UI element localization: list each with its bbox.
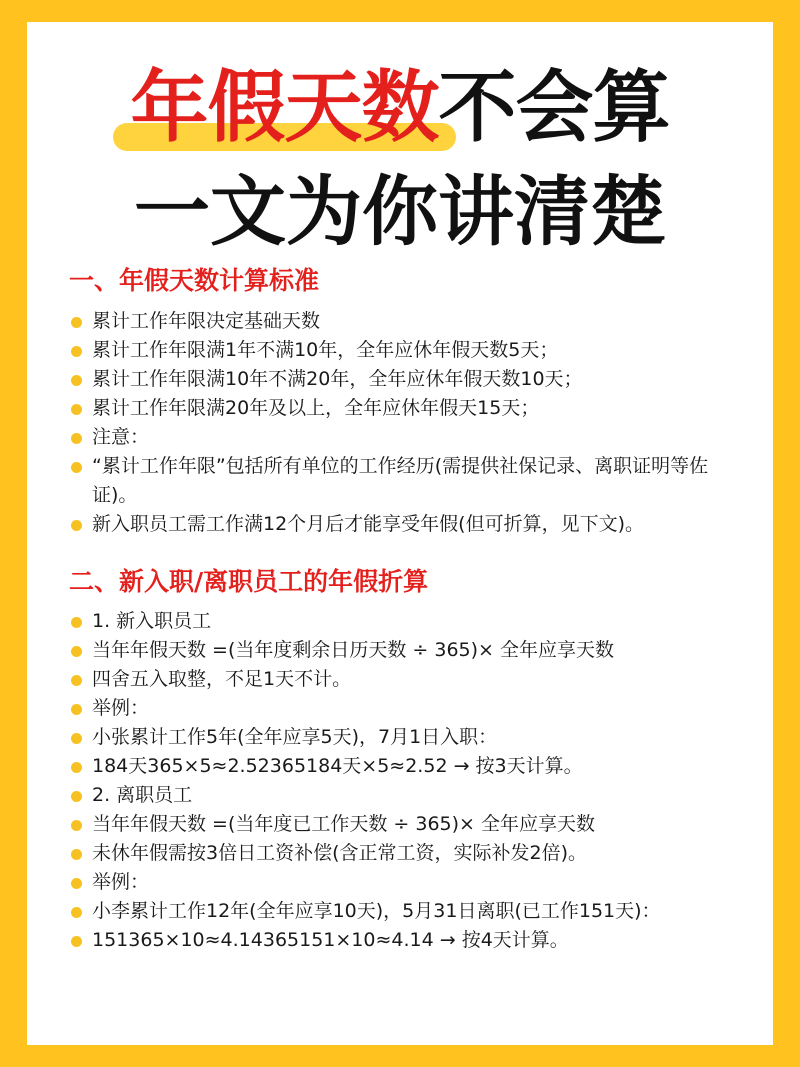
bullet-dot-icon xyxy=(71,433,82,444)
list-item xyxy=(69,510,749,539)
bullet-dot-icon xyxy=(71,936,82,947)
bullet-dot-icon xyxy=(71,878,82,889)
bullet-dot-icon xyxy=(71,520,82,531)
title-line-2: 一文为你讲清楚 xyxy=(134,167,666,256)
list-item-text: 151365×10≈4.14365151×10≈4.14 → 按4天计算。 xyxy=(92,929,569,951)
list-item xyxy=(69,665,749,694)
list-item-text: 四舍五入取整，不足1天不计。 xyxy=(92,668,352,690)
bullet-dot-icon xyxy=(71,646,82,657)
bullet-dot-icon xyxy=(71,317,82,328)
list-item xyxy=(69,694,749,723)
list-item xyxy=(69,365,749,394)
list-item xyxy=(69,926,749,955)
list-item-text: 累计工作年限满1年不满10年，全年应休年假天数5天； xyxy=(92,339,559,361)
bullet-dot-icon xyxy=(71,733,82,744)
list-item xyxy=(69,394,749,423)
list-item xyxy=(69,810,749,839)
list-item xyxy=(69,607,749,636)
list-item xyxy=(69,752,749,781)
list-item-text: 累计工作年限满20年及以上，全年应休年假天15天； xyxy=(92,397,540,419)
bullet-dot-icon xyxy=(71,375,82,386)
list-item-text: 184天365×5≈2.52365184天×5≈2.52 → 按3天计算。 xyxy=(92,755,583,777)
title-red-text: 年假天数 xyxy=(130,63,439,153)
bullet-dot-icon xyxy=(71,617,82,628)
list-item xyxy=(69,336,749,365)
list-item-text: 注意： xyxy=(92,426,150,448)
list-item-text: 举例： xyxy=(92,871,150,893)
bullet-dot-icon xyxy=(71,791,82,802)
list-item xyxy=(69,868,749,897)
title-black-text: 不会算 xyxy=(438,63,670,153)
list-item-text: 未休年假需按3倍日工资补偿(含正常工资，实际补发2倍)。 xyxy=(92,842,588,864)
bullet-dot-icon xyxy=(71,907,82,918)
bullet-dot-icon xyxy=(71,462,82,473)
bullet-dot-icon xyxy=(71,675,82,686)
list-item xyxy=(69,897,749,926)
list-item-text: 小张累计工作5年(全年应享5天)，7月1日入职： xyxy=(92,726,498,748)
bullet-dot-icon xyxy=(71,849,82,860)
bullet-dot-icon xyxy=(71,404,82,415)
list-item-text: 1. 新入职员工 xyxy=(92,610,212,632)
list-item-text: 累计工作年限决定基础天数 xyxy=(92,310,321,332)
bullet-dot-icon xyxy=(71,762,82,773)
list-item-text: 举例： xyxy=(92,697,150,719)
bullet-dot-icon xyxy=(71,704,82,715)
content-card xyxy=(27,22,773,1045)
title-block xyxy=(27,22,773,262)
list-item-text: 2. 离职员工 xyxy=(92,784,193,806)
list-item xyxy=(69,636,749,665)
list-item xyxy=(69,423,749,452)
list-item-text: 小李累计工作12年(全年应享10天)，5月31日离职(已工作151天)： xyxy=(92,900,661,922)
section-1-list xyxy=(69,307,749,539)
bullet-dot-icon xyxy=(71,820,82,831)
list-item xyxy=(69,723,749,752)
bullet-dot-icon xyxy=(71,346,82,357)
section-2-list xyxy=(69,607,749,955)
list-item xyxy=(69,781,749,810)
list-item-text: 新入职员工需工作满12个月后才能享受年假(但可折算，见下文)。 xyxy=(92,513,645,535)
section-2-heading: 二、新入职/离职员工的年假折算 xyxy=(69,567,429,596)
title-line-1 xyxy=(27,58,773,158)
list-item-text: “累计工作年限”包括所有单位的工作经历(需提供社保记录、离职证明等佐证)。 xyxy=(92,455,709,506)
section-1-heading: 一、年假天数计算标准 xyxy=(69,266,320,295)
list-item-text: 当年年假天数 =(当年度已工作天数 ÷ 365)× 全年应享天数 xyxy=(92,813,596,835)
list-item-text: 当年年假天数 =(当年度剩余日历天数 ÷ 365)× 全年应享天数 xyxy=(92,639,615,661)
list-item xyxy=(69,839,749,868)
list-item-text: 累计工作年限满10年不满20年，全年应休年假天数10天； xyxy=(92,368,583,390)
list-item xyxy=(69,307,749,336)
list-item xyxy=(69,452,749,510)
